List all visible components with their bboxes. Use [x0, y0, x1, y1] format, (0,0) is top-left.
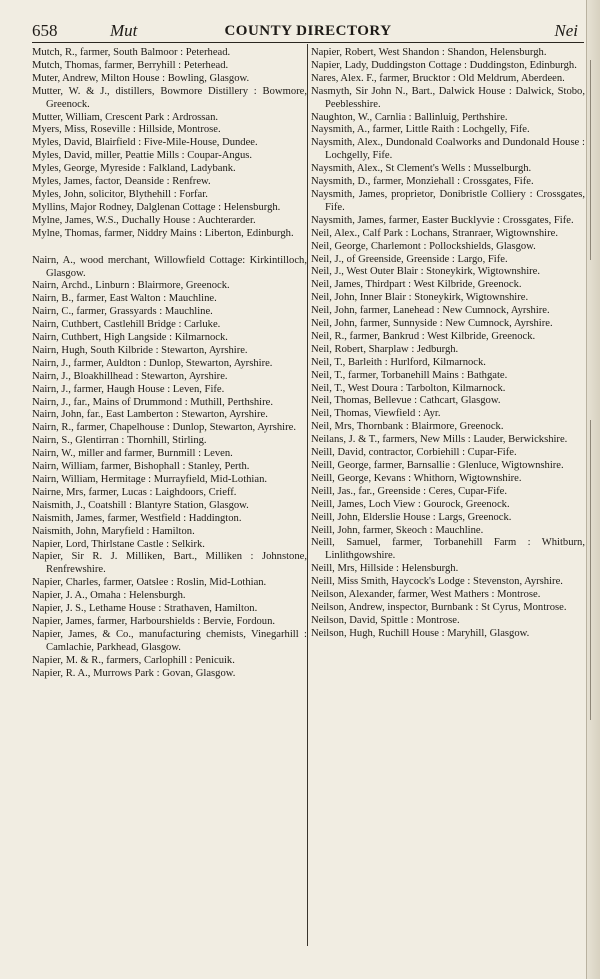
directory-entry: Neill, David, contractor, Corbiehill : Cupar-Fife. [311, 447, 517, 459]
directory-entry: Nairn, C., farmer, Grassyards : Mauchline. [32, 306, 213, 318]
directory-entry: Neill, Jas., far., Greenside : Ceres, Cupar-Fife. [311, 485, 508, 497]
directory-entry: Napier, J. S., Lethame House : Strathaven, Hamilton. [32, 603, 258, 615]
directory-entry: Mutch, Thomas, farmer, Berryhill : Peterhead. [32, 59, 229, 71]
directory-entry: Nairn, Cuthbert, Castlehill Bridge : Carluke. [32, 319, 221, 331]
directory-entry: Napier, Lady, Duddingston Cottage : Duddingston, Edinburgh. [311, 59, 577, 71]
directory-entry: Napier, James, & Co., manufacturing chemists, Vinegarhill : Camlachie, Parkhead, Glasgow. [32, 628, 307, 653]
directory-entry: Mutter, W. & J., distillers, Bowmore Distillery : Bowmore, Greenock. [32, 85, 307, 110]
directory-entry: Myles, George, Myreside : Falkland, Ladybank. [32, 163, 236, 175]
directory-entry: Neil, Mrs, Thornbank : Blairmore, Greenock. [311, 421, 504, 433]
directory-entry: Napier, James, farmer, Harbourshields : Bervie, Fordoun. [32, 615, 276, 627]
right-column [311, 47, 585, 641]
directory-entry: Nairne, Mrs, farmer, Lucas : Laighdoors, Crieff. [32, 486, 237, 498]
directory-entry: Neil, R., farmer, Bankrud : West Kilbride, Greenock. [311, 330, 536, 342]
directory-entry: Mutch, R., farmer, South Balmoor : Peterhead. [32, 47, 231, 58]
page-edge [586, 0, 600, 979]
section-gap [32, 241, 307, 255]
directory-entry: Myles, James, factor, Deanside : Renfrew. [32, 176, 211, 188]
directory-entry: Nairn, William, Hermitage : Murrayfield, Mid-Lothian. [32, 474, 268, 485]
directory-entry: Neil, J., West Outer Blair : Stoneykirk, Wigtownshire. [311, 266, 541, 278]
directory-entry: Myllins, Major Rodney, Dalglenan Cottage : Helensburgh. [32, 201, 281, 213]
directory-entry: Naismith, James, farmer, Westfield : Haddington. [32, 512, 242, 524]
directory-entry: Neil, T., farmer, Torbanehill Mains : Bathgate. [311, 369, 508, 381]
directory-entry: Neil, James, Thirdpart : West Kilbride, Greenock. [311, 279, 522, 291]
directory-entry: Neil, Alex., Calf Park : Lochans, Stranraer, Wigtownshire. [311, 227, 558, 239]
directory-entry: Naismith, J., Coatshill : Blantyre Station, Glasgow. [32, 499, 249, 511]
directory-entry: Neilson, Hugh, Ruchill House : Maryhill, Glasgow. [311, 627, 530, 639]
directory-entry: Neil, John, farmer, Sunnyside : New Cumnock, Ayrshire. [311, 318, 553, 330]
directory-entry: Napier, Sir R. J. Milliken, Bart., Milliken : Johnstone, Renfrewshire. [32, 551, 307, 576]
directory-entry: Naysmith, James, proprietor, Donibristle Colliery : Crossgates, Fife. [311, 188, 585, 213]
directory-entry: Naysmith, A., farmer, Little Raith : Lochgelly, Fife. [311, 124, 530, 136]
directory-entry: Myles, David, Blairfield : Five-Mile-House, Dundee. [32, 137, 258, 149]
directory-entry: Neill, Miss Smith, Haycock's Lodge : Stevenston, Ayrshire. [311, 576, 563, 588]
directory-entry: Myles, John, solicitor, Blythehill : Forfar. [32, 188, 208, 200]
directory-entry: Nairn, Hugh, South Kilbride : Stewarton, Ayrshire. [32, 344, 248, 356]
directory-entry: Nairn, J., farmer, Haugh House : Leven, Fife. [32, 383, 225, 395]
directory-entry: Nairn, J., Bloakhillhead : Stewarton, Ayrshire. [32, 370, 228, 382]
directory-entry: Nairn, W., miller and farmer, Burnmill : Leven. [32, 448, 233, 460]
directory-entry: Naysmith, Alex., St Clement's Wells : Musselburgh. [311, 163, 532, 175]
directory-entry: Neill, John, Elderslie House : Largs, Greenock. [311, 511, 512, 523]
directory-entry: Muter, Andrew, Milton House : Bowling, Glasgow. [32, 72, 250, 84]
directory-entry: Naysmith, D., farmer, Monziehall : Crossgates, Fife. [311, 176, 534, 188]
running-header [32, 20, 584, 43]
directory-entry: Neil, T., Barleith : Hurlford, Kilmarnock. [311, 356, 486, 368]
directory-entry: Neil, T., West Doura : Tarbolton, Kilmarnock. [311, 382, 506, 394]
directory-entry: Myers, Miss, Roseville : Hillside, Montrose. [32, 124, 221, 136]
directory-entry: Nairn, John, far., East Lamberton : Stewarton, Ayrshire. [32, 409, 268, 421]
directory-entry: Naismith, John, Maryfield : Hamilton. [32, 525, 195, 537]
directory-entry: Nairn, R., farmer, Chapelhouse : Dunlop, Stewarton, Ayrshire. [32, 422, 296, 434]
column-divider [307, 44, 308, 946]
edge-shadow-line [590, 420, 591, 720]
directory-entry: Nasmyth, Sir John N., Bart., Dalwick House : Dalwick, Stobo, Peeblesshire. [311, 85, 585, 110]
left-running-head: Mut [110, 21, 138, 40]
directory-entry: Napier, M. & R., farmers, Carlophill : Penicuik. [32, 654, 235, 666]
directory-entry: Nairn, J., farmer, Auldton : Dunlop, Stewarton, Ayrshire. [32, 357, 273, 369]
directory-entry: Neil, Robert, Sharplaw : Jedburgh. [311, 343, 459, 355]
directory-entry: Nairn, William, farmer, Bishophall : Stanley, Perth. [32, 461, 250, 473]
directory-entry: Neill, James, Loch View : Gourock, Greenock. [311, 498, 510, 510]
directory-entry: Neilson, Andrew, inspector, Burnbank : St Cyrus, Montrose. [311, 601, 567, 613]
directory-entry: Neill, Mrs, Hillside : Helensburgh. [311, 563, 459, 575]
directory-entry: Napier, Robert, West Shandon : Shandon, Helensburgh. [311, 47, 547, 58]
directory-entry: Neilson, David, Spittle : Montrose. [311, 614, 460, 626]
directory-entry: Mutter, William, Crescent Park : Ardrossan. [32, 111, 219, 123]
directory-entry: Napier, J. A., Omaha : Helensburgh. [32, 590, 186, 602]
directory-entry: Nairn, A., wood merchant, Willowfield Cottage: Kirkintilloch, Glasgow. [32, 254, 307, 279]
directory-entry: Neil, Thomas, Viewfield : Ayr. [311, 408, 441, 420]
directory-entry: Neill, Samuel, farmer, Torbanehill Farm : Whitburn, Linlithgowshire. [311, 537, 585, 562]
directory-entry: Neil, Thomas, Bellevue : Cathcart, Glasgow. [311, 395, 501, 407]
directory-entry: Neil, J., of Greenside, Greenside : Largo, Fife. [311, 253, 508, 265]
directory-entry: Naysmith, Alex., Dundonald Coalworks and Dundonald House : Lochgelly, Fife. [311, 137, 585, 162]
right-running-head: Nei [554, 21, 578, 40]
edge-shadow-line [590, 60, 591, 260]
directory-entry: Naughton, W., Carnlia : Ballinluig, Perthshire. [311, 111, 508, 123]
directory-entry: Nairn, J., far., Mains of Drummond : Muthill, Perthshire. [32, 396, 273, 408]
directory-entry: Nairn, B., farmer, East Walton : Mauchline. [32, 293, 217, 305]
directory-entry: Neil, George, Charlemont : Pollockshields, Glasgow. [311, 240, 536, 252]
directory-entry: Nares, Alex. F., farmer, Brucktor : Old Meldrum, Aberdeen. [311, 72, 565, 84]
directory-entry: Napier, R. A., Murrows Park : Govan, Glasgow. [32, 667, 236, 679]
directory-entry: Neill, George, farmer, Barnsallie : Glenluce, Wigtownshire. [311, 460, 564, 471]
directory-entry: Nairn, Cuthbert, High Langside : Kilmarnock. [32, 332, 228, 344]
directory-entry: Myles, David, miller, Peattie Mills : Coupar-Angus. [32, 150, 253, 162]
directory-entry: Naysmith, James, farmer, Easter Bucklyvie : Crossgates, Fife. [311, 214, 574, 226]
directory-entry: Neill, John, farmer, Skeoch : Mauchline. [311, 524, 484, 536]
directory-entry: Mylne, James, W.S., Duchally House : Auchterarder. [32, 214, 256, 226]
page-title: COUNTY DIRECTORY [224, 23, 392, 39]
directory-entry: Mylne, Thomas, farmer, Niddry Mains : Liberton, Edinburgh. [32, 227, 294, 239]
directory-entry: Neilans, J. & T., farmers, New Mills : Lauder, Berwickshire. [311, 434, 568, 446]
directory-entry: Nairn, S., Glentirran : Thornhill, Stirling. [32, 435, 207, 447]
directory-entry: Neil, John, Inner Blair : Stoneykirk, Wigtownshire. [311, 292, 529, 304]
directory-entry: Neilson, Alexander, farmer, West Mathers : Montrose. [311, 589, 541, 601]
left-column [32, 47, 307, 681]
page-number: 658 [32, 21, 58, 40]
directory-entry: Neill, George, Kevans : Whithorn, Wigtownshire. [311, 472, 522, 484]
directory-entry: Napier, Lord, Thirlstane Castle : Selkirk. [32, 538, 205, 550]
directory-entry: Napier, Charles, farmer, Oatslee : Roslin, Mid-Lothian. [32, 577, 267, 589]
directory-entry: Neil, John, farmer, Lanehead : New Cumnock, Ayrshire. [311, 305, 550, 317]
directory-entry: Nairn, Archd., Linburn : Blairmore, Greenock. [32, 280, 230, 292]
